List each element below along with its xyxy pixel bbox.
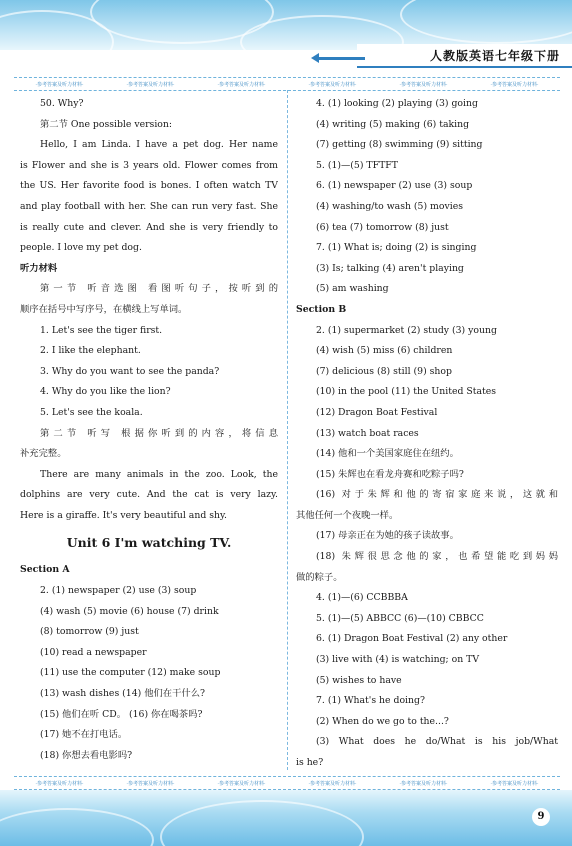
text-line: (17) 母亲正在为她的孩子读故事。 bbox=[316, 530, 459, 542]
text-line: (15) 他们在听 CD。 (16) 你在喝茶吗? bbox=[40, 708, 203, 720]
text-line: 2. (1) supermarket (2) study (3) young bbox=[316, 324, 497, 336]
text-line: 第二节 One possible version: bbox=[40, 118, 173, 130]
text-line: (12) Dragon Boat Festival bbox=[316, 406, 438, 418]
text-line: 做的粽子。 bbox=[296, 571, 343, 583]
book-title: 人教版英语七年级下册 bbox=[429, 49, 560, 63]
text-line: (10) in the pool (11) the United States bbox=[316, 386, 497, 398]
page-number: 9 bbox=[532, 808, 550, 826]
ribbon-label: ·参考答案及听力材料· bbox=[35, 780, 84, 787]
text-line: 第二节 听写 根据你听到的内容，将信息 bbox=[40, 427, 278, 439]
unit-title: Unit 6 I'm watching TV. bbox=[66, 535, 232, 551]
text-line: is he? bbox=[296, 757, 324, 768]
text-line: (13) wash dishes (14) 他们在干什么? bbox=[40, 688, 205, 700]
text-line: There are many animals in the zoo. Look, the bbox=[40, 468, 278, 480]
ribbon-label: ·参考答案及听力材料· bbox=[308, 81, 357, 88]
text-line: (7) getting (8) swimming (9) sitting bbox=[316, 139, 483, 151]
text-line: (8) tomorrow (9) just bbox=[40, 626, 139, 638]
text-line: 2. I like the elephant. bbox=[40, 345, 141, 357]
ribbon-label: ·参考答案及听力材料· bbox=[399, 81, 448, 88]
text-line: 50. Why? bbox=[40, 98, 84, 109]
text-line: (5) wishes to have bbox=[316, 674, 402, 686]
ribbon-label: ·参考答案及听力材料· bbox=[126, 780, 175, 787]
text-line: (13) watch boat races bbox=[316, 427, 419, 439]
text-line: (14) 他和一个美国家庭住在纽约。 bbox=[316, 448, 459, 460]
text-line: 5. (1)—(5) ABBCC (6)—(10) CBBCC bbox=[316, 612, 484, 624]
text-line: people. I love my pet dog. bbox=[20, 242, 142, 254]
ribbon-label: ·参考答案及听力材料· bbox=[490, 780, 539, 787]
text-line: Here is a giraffe. It's very beautiful and shy. bbox=[20, 509, 227, 521]
text-line: is Flower and she is 3 years old. Flower comes from bbox=[20, 159, 278, 171]
text-line: (3) What does he do/What is his job/What bbox=[316, 736, 558, 748]
text-line: dolphins are very cute. And the cat is very lazy. bbox=[20, 489, 278, 501]
text-line: (4) wish (5) miss (6) children bbox=[316, 345, 453, 357]
text-line: 第一节 听音选图 看图听句子，按听到的 bbox=[40, 283, 278, 295]
text-line: (4) writing (5) making (6) taking bbox=[316, 118, 470, 130]
text-line: 3. Why do you want to see the panda? bbox=[40, 365, 220, 377]
text-line: 1. Let's see the tiger first. bbox=[40, 324, 163, 336]
text-line: (18) 朱辉很思念他的家，也希望能吃到妈妈 bbox=[316, 551, 558, 563]
text-line: (6) tea (7) tomorrow (8) just bbox=[316, 221, 449, 233]
top-decorative-band bbox=[0, 0, 572, 50]
text-line: (4) wash (5) movie (6) house (7) drink bbox=[40, 605, 219, 617]
text-line: Hello, I am Linda. I have a pet dog. Her name bbox=[40, 139, 278, 151]
text-line: 7. (1) What is; doing (2) is singing bbox=[316, 242, 477, 254]
text-line: 听力材料 bbox=[20, 262, 58, 274]
top-ribbon bbox=[14, 77, 560, 91]
ribbon-label: ·参考答案及听力材料· bbox=[399, 780, 448, 787]
text-line: (11) use the computer (12) make soup bbox=[40, 667, 221, 679]
book-title-box bbox=[357, 44, 572, 68]
text-line: (17) 她不在打电话。 bbox=[40, 729, 128, 741]
text-line: 4. (1)—(6) CCBBBA bbox=[316, 592, 408, 604]
text-line: 其他任何一个夜晚一样。 bbox=[296, 509, 399, 521]
text-line: 6. (1) newspaper (2) use (3) soup bbox=[316, 180, 473, 192]
text-line: and play football with her. She can run very fast. She bbox=[20, 200, 278, 212]
ribbon-label: ·参考答案及听力材料· bbox=[217, 780, 266, 787]
bottom-ribbon bbox=[14, 776, 560, 790]
text-line: 顺序在括号中写序号，在横线上写单词。 bbox=[20, 303, 188, 315]
ribbon-label: ·参考答案及听力材料· bbox=[217, 81, 266, 88]
text-line: 5. (1)—(5) TFTFT bbox=[316, 159, 398, 171]
ribbon-label: ·参考答案及听力材料· bbox=[35, 81, 84, 88]
text-line: 4. Why do you like the lion? bbox=[40, 386, 171, 398]
text-line: 2. (1) newspaper (2) use (3) soup bbox=[40, 585, 197, 597]
text-line: 7. (1) What's he doing? bbox=[316, 695, 425, 707]
text-line: 6. (1) Dragon Boat Festival (2) any other bbox=[316, 633, 508, 645]
right-column bbox=[296, 94, 558, 774]
text-line: Section A bbox=[20, 564, 70, 576]
text-line: the US. Her favorite food is bones. I often watch TV bbox=[20, 180, 278, 192]
text-line: (5) am washing bbox=[316, 283, 389, 295]
text-line: (15) 朱辉也在看龙舟赛和吃粽子吗? bbox=[316, 468, 464, 480]
text-line: (3) live with (4) is watching; on TV bbox=[316, 654, 480, 666]
text-line: (7) delicious (8) still (9) shop bbox=[316, 365, 452, 377]
column-divider bbox=[287, 90, 288, 770]
text-line: (16) 对于朱辉和他的寄宿家庭来说，这就和 bbox=[316, 489, 558, 501]
text-line: 补充完整。 bbox=[20, 448, 67, 460]
ribbon-label: ·参考答案及听力材料· bbox=[126, 81, 175, 88]
text-line: (10) read a newspaper bbox=[40, 646, 147, 658]
text-line: 4. (1) looking (2) playing (3) going bbox=[316, 98, 478, 109]
arrow-icon bbox=[317, 57, 365, 60]
bottom-decorative-band bbox=[0, 790, 572, 846]
text-line: is really cute and clever. And she is very friendly to bbox=[20, 221, 278, 233]
ribbon-label: ·参考答案及听力材料· bbox=[308, 780, 357, 787]
text-line: (2) When do we go to the...? bbox=[316, 715, 449, 727]
text-line: (3) Is; talking (4) aren't playing bbox=[316, 262, 464, 274]
text-line: 5. Let's see the koala. bbox=[40, 406, 143, 418]
text-line: (4) washing/to wash (5) movies bbox=[316, 200, 463, 212]
ribbon-label: ·参考答案及听力材料· bbox=[490, 81, 539, 88]
left-column bbox=[20, 94, 278, 766]
text-line: (18) 你想去看电影吗? bbox=[40, 749, 133, 761]
text-line: Section B bbox=[296, 303, 347, 315]
